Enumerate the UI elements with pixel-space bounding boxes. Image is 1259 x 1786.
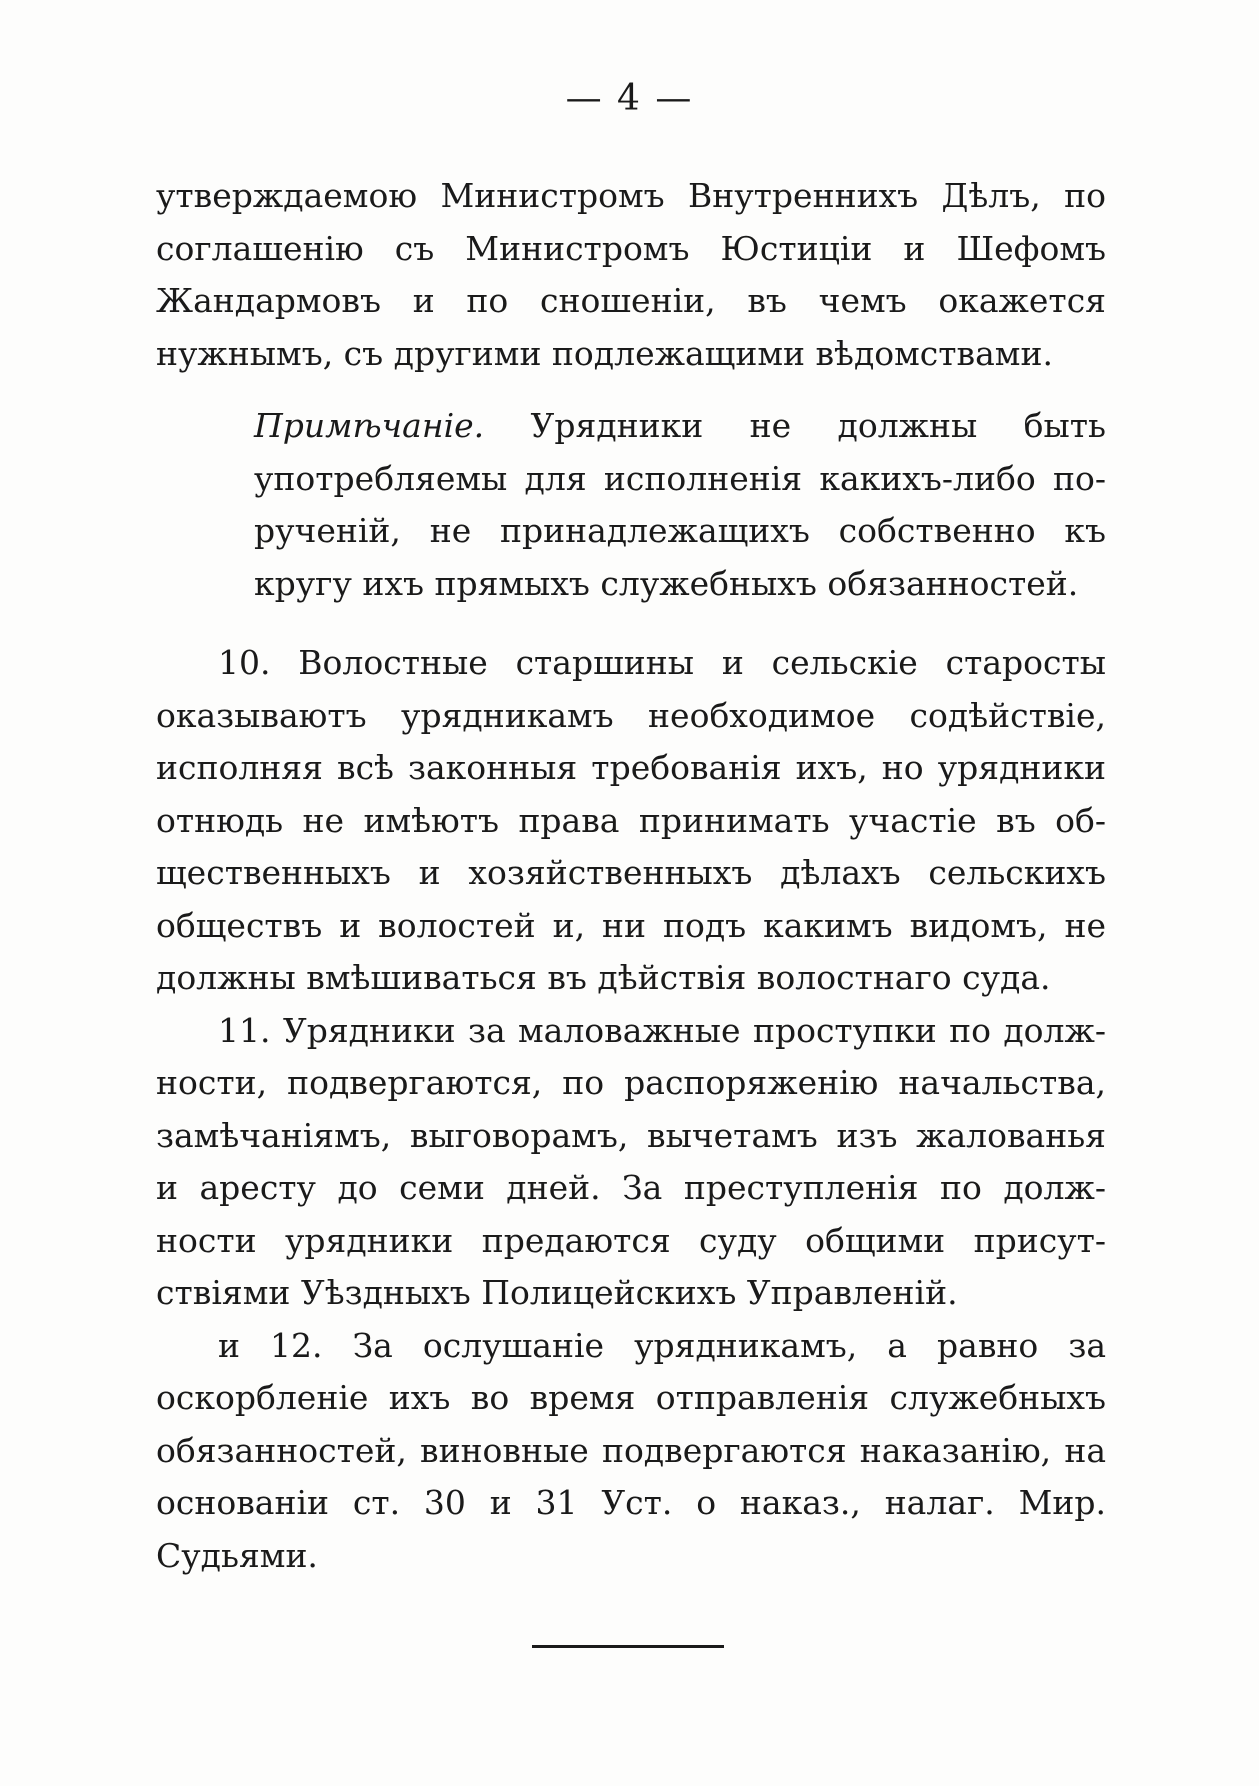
note-first-line (254, 400, 1106, 453)
note-block (254, 400, 1106, 610)
text-line: и аресту до семи дней. За преступленія по долж- (156, 1168, 1106, 1207)
text-line: кругу ихъ прямыхъ служебныхъ обязанностей. (254, 563, 1079, 603)
paragraph-continuation (156, 170, 1106, 380)
end-rule (532, 1645, 724, 1648)
text-line: основаніи ст. 30 и 31 Уст. о наказ., налаг. Мир. (156, 1483, 1106, 1522)
text-line: оказываютъ урядникамъ необходимое содѣйствіе, (156, 695, 1106, 735)
text-line: щественныхъ и хозяйственныхъ дѣлахъ сельскихъ (156, 853, 1106, 892)
text-line: употребляемы для исполненія какихъ-либо по- (254, 458, 1106, 498)
text-line: обществъ и волостей и, ни подъ какимъ видомъ, не (156, 905, 1106, 945)
article-10-line (156, 637, 1106, 690)
text-line: обязанностей, виновные подвергаются наказанію, на (156, 1430, 1106, 1470)
text-line: и 12. За ослушаніе урядникамъ, а равно за (218, 1325, 1106, 1365)
note-first-line-text: Урядники не должны быть (530, 406, 1106, 445)
note-title: Примѣчаніе. (254, 406, 485, 445)
text-line: исполняя всѣ законныя требованія ихъ, но урядники (156, 748, 1106, 787)
text-line: Судьями. (156, 1535, 318, 1575)
article-11-line (156, 1005, 1106, 1058)
text-line: нужнымъ, съ другими подлежащими вѣдомствами. (156, 333, 1053, 373)
text-line: отнюдь не имѣютъ права принимать участіе въ об- (156, 800, 1106, 840)
text-line: утверждаемою Министромъ Внутреннихъ Дѣлъ, по (156, 176, 1106, 215)
text-line: 11. Урядники за маловажные проступки по долж- (218, 1010, 1106, 1050)
page-number: — 4 — (565, 78, 694, 119)
text-line: ности, подвергаются, по распоряженію начальства, (156, 1063, 1106, 1102)
text-line: ности урядники предаются суду общими присут- (156, 1220, 1106, 1260)
text-line: должны вмѣшиваться въ дѣйствія волостнаго суда. (156, 958, 1051, 997)
text-line: оскорбленіе ихъ во время отправленія служебныхъ (156, 1378, 1106, 1417)
text-line: Жандармовъ и по сношеніи, въ чемъ окажется (156, 281, 1106, 320)
text-line: рученій, не принадлежащихъ собственно къ (254, 511, 1106, 550)
article-12-line (156, 1320, 1106, 1373)
text-line: ствіями Уѣздныхъ Полицейскихъ Управленій. (156, 1273, 958, 1312)
articles-block (156, 637, 1106, 1582)
text-line: соглашенію съ Министромъ Юстиціи и Шефомъ (156, 228, 1106, 268)
text-line: замѣчаніямъ, выговорамъ, вычетамъ изъ жалованья (156, 1115, 1106, 1155)
text-line: 10. Волостные старшины и сельскіе старосты (218, 643, 1106, 682)
